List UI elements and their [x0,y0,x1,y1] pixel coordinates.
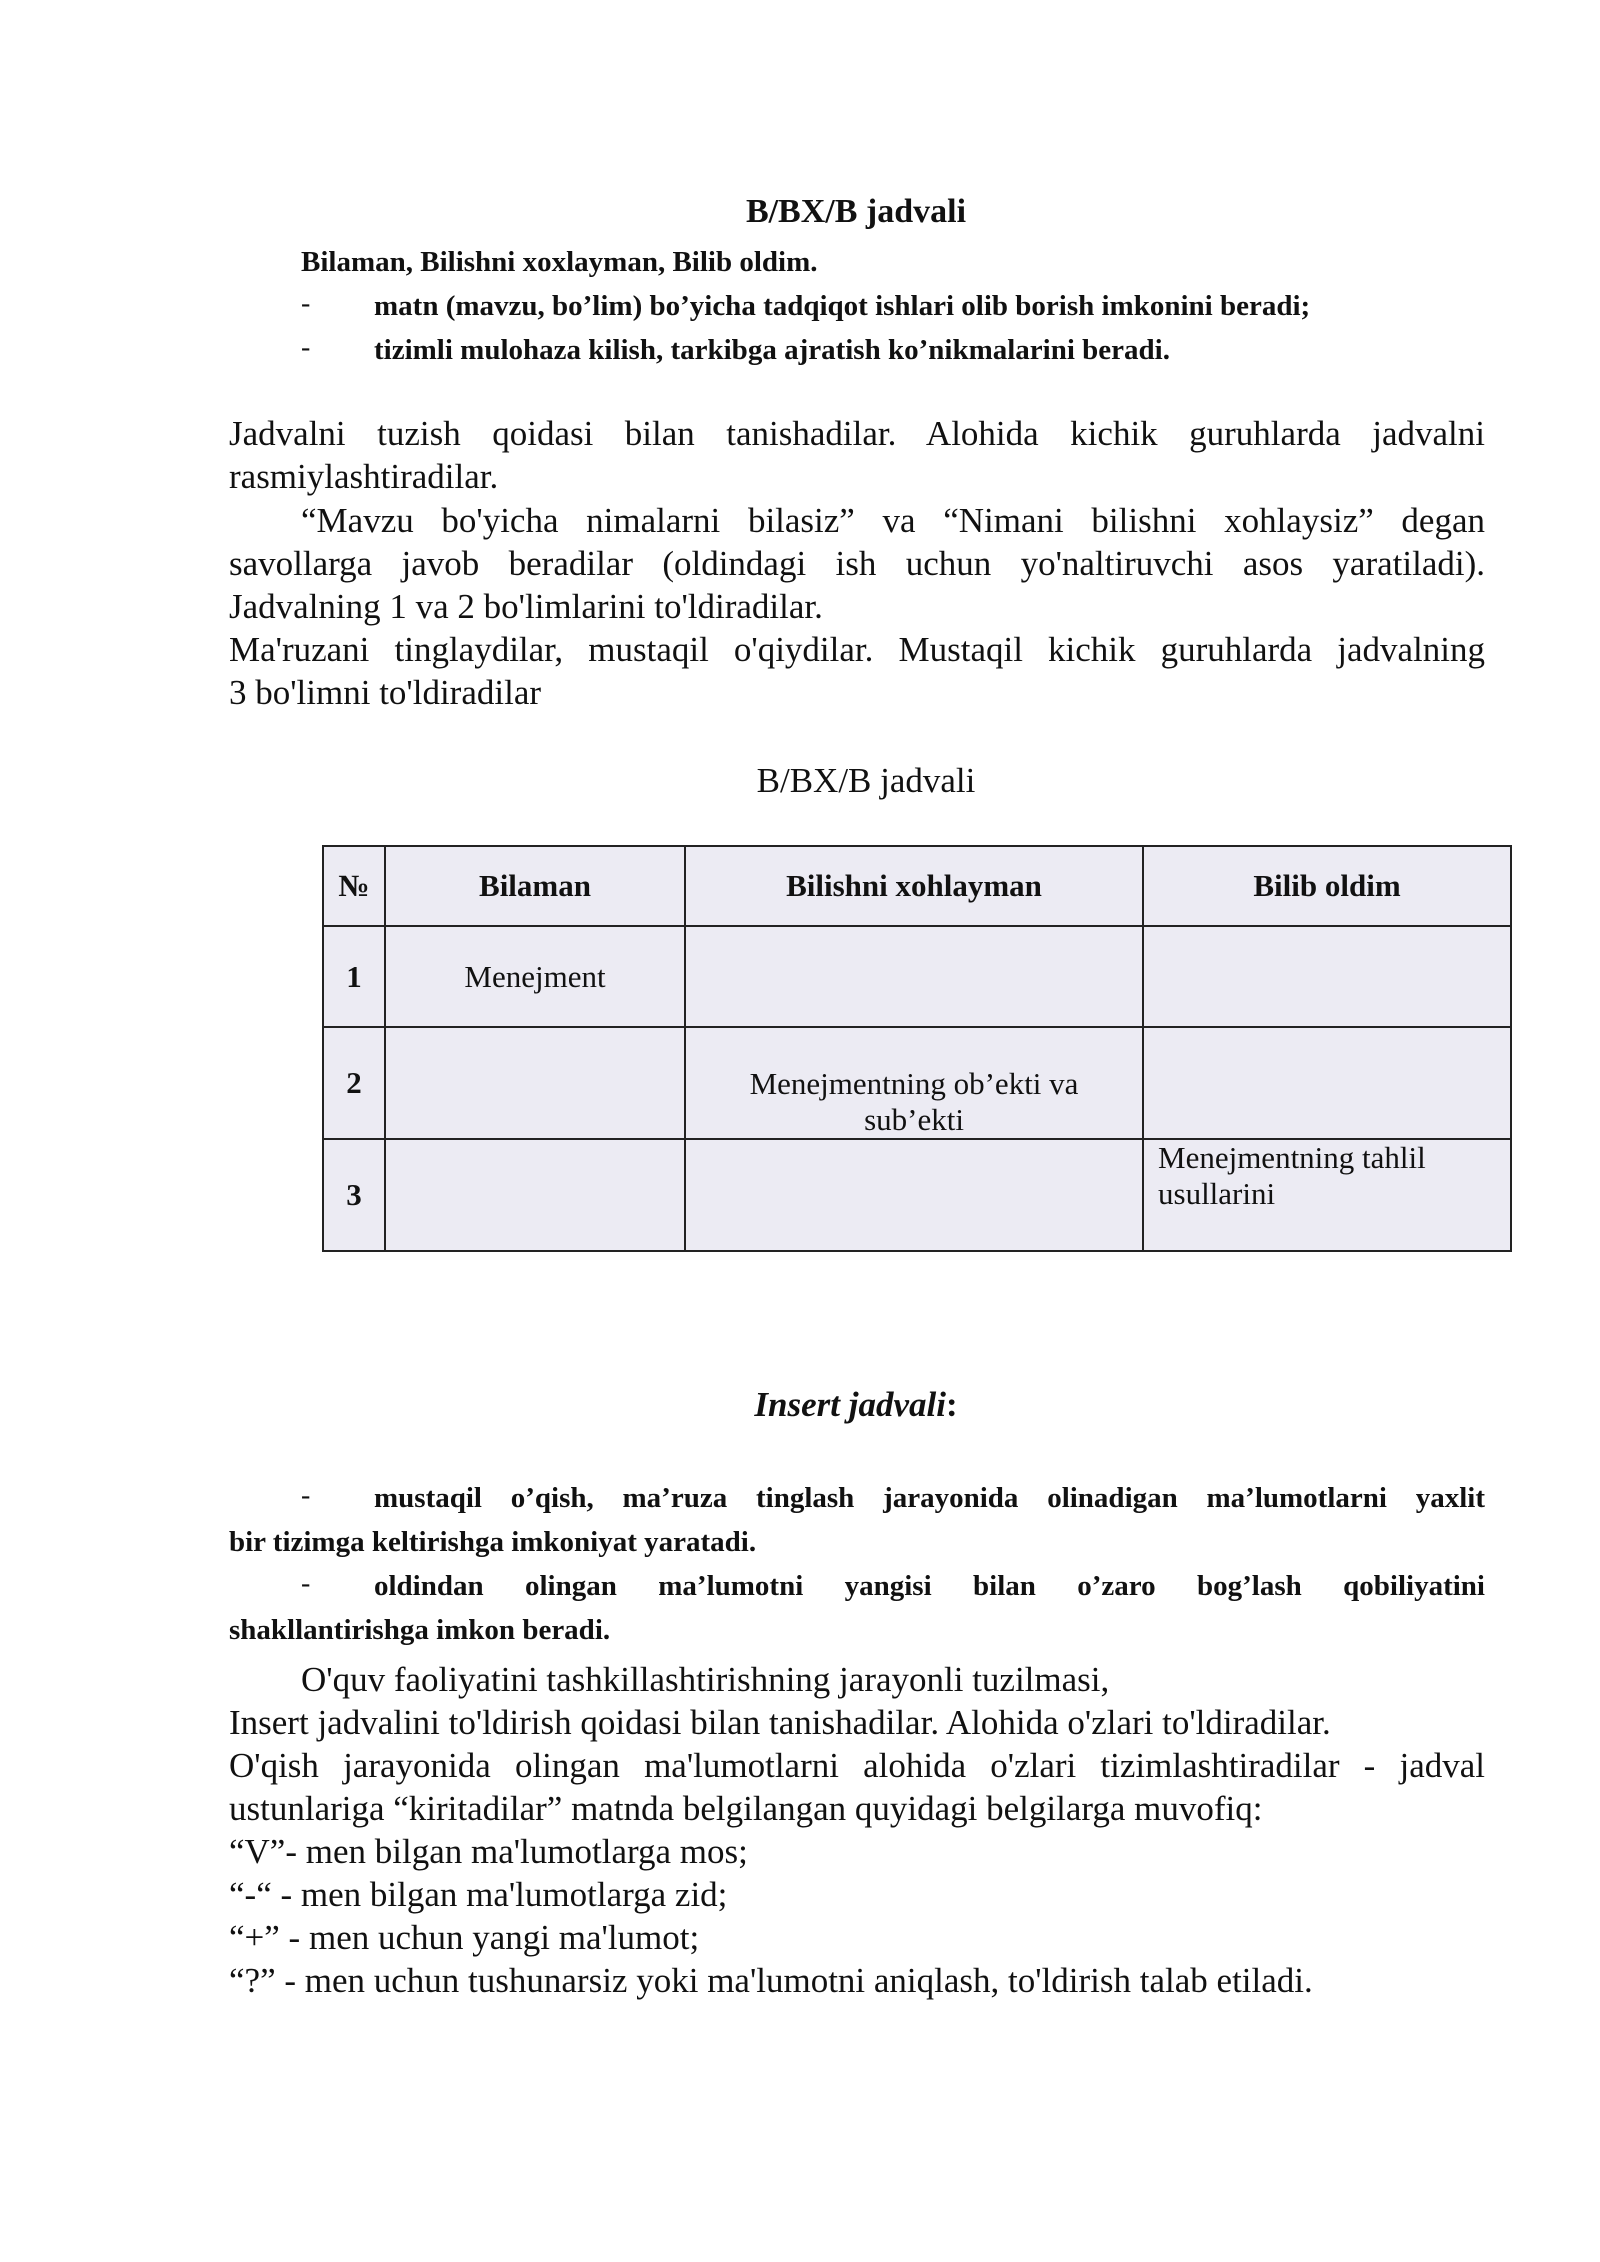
paragraph-line: rasmiylashtiradilar. [229,457,499,496]
header-bilaman: Bilaman [385,846,685,926]
cell-xohlayman [685,1139,1143,1251]
bullet-text: matn (mavzu, bo’lim) bo’yicha tadqiqot ishlari olib borish imkonini beradi; [374,290,1311,322]
bbxb-table [322,845,1512,1252]
bullet-dash: - [301,288,311,319]
paragraph-line: O'qish jarayonida olingan ma'lumotlarni alohida o'zlari tizimlashtiradilar - jadval [229,1746,1485,1785]
paragraph-line: O'quv faoliyatini tashkillashtirishning jarayonli tuzilmasi, [301,1660,1110,1699]
paragraph-line: 3 bo'limni to'ldiradilar [229,673,542,712]
list-item: “+” - men uchun yangi ma'lumot; [229,1918,700,1957]
bullet-text: mustaqil o’qish, ma’ruza tinglash jarayonida olinadigan ma’lumotlarni yaxlit [374,1482,1485,1514]
table-row [323,1027,1511,1139]
table-row [323,926,1511,1027]
list-item: “?” - men uchun tushunarsiz yoki ma'lumotni aniqlash, to'ldirish talab etiladi. [229,1961,1313,2000]
paragraph-line: ustunlariga “kiritadilar” matnda belgilangan quyidagi belgilarga muvofiq: [229,1789,1263,1828]
header-number: № [323,846,385,926]
cell-oldim [1143,1027,1511,1139]
cell-oldim [1143,1139,1511,1251]
bullet-dash: - [301,1480,311,1511]
table-row [323,1139,1511,1251]
cell-number: 2 [323,1027,385,1139]
bullet-text: tizimli mulohaza kilish, tarkibga ajratish ko’nikmalarini beradi. [374,334,1170,366]
section-title-bbxb: B/BX/B jadvali [745,193,967,230]
bullet-text: oldindan olingan ma’lumotni yangisi bilan o’zaro bog’lash qobiliyatini [374,1570,1485,1602]
paragraph-line: savollarga javob beradilar (oldindagi ish uchun yo'naltiruvchi asos yaratiladi). [229,544,1485,583]
section-subtitle: Bilaman, Bilishni xoxlayman, Bilib oldim. [301,246,818,278]
cell-line: sub’ekti [864,1102,964,1137]
cell-bilaman [385,1027,685,1139]
cell-xohlayman [685,1027,1143,1139]
cell-line: usullarini [1158,1176,1276,1211]
paragraph-line: Jadvalning 1 va 2 bo'limlarini to'ldiradilar. [229,587,823,626]
paragraph-line: “Mavzu bo'yicha nimalarni bilasiz” va “Nimani bilishni xohlaysiz” degan [301,501,1485,540]
insert-title-text: Insert jadvali [754,1385,946,1424]
list-item: “V”- men bilgan ma'lumotlarga mos; [229,1832,748,1871]
bullet-text: bir tizimga keltirishga imkoniyat yaratadi. [229,1526,757,1558]
insert-title-colon: : [945,1385,958,1424]
header-bilib-oldim: Bilib oldim [1143,846,1511,926]
paragraph-line: Insert jadvalini to'ldirish qoidasi bilan tanishadilar. Alohida o'zlari to'ldiradilar. [229,1703,1331,1742]
cell-bilaman [385,1139,685,1251]
cell-xohlayman [685,926,1143,1027]
cell-number: 1 [323,926,385,1027]
table-header-row [323,846,1511,926]
bullet-dash: - [301,332,311,363]
cell-oldim [1143,926,1511,1027]
header-bilishni-xohlayman: Bilishni xohlayman [685,846,1143,926]
table-caption: B/BX/B jadvali [756,761,976,800]
section-title-insert [0,1384,1600,1426]
list-item: “-“ - men bilgan ma'lumotlarga zid; [229,1875,728,1914]
cell-line: Menejmentning ob’ekti va [749,1066,1079,1101]
paragraph-line: Jadvalni tuzish qoidasi bilan tanishadilar. Alohida kichik guruhlarda jadvalni [229,414,1485,453]
bullet-text: shakllantirishga imkon beradi. [229,1614,611,1646]
cell-number: 3 [323,1139,385,1251]
cell-line: Menejmentning tahlil [1158,1140,1426,1175]
cell-bilaman: Menejment [385,926,685,1027]
paragraph-line: Ma'ruzani tinglaydilar, mustaqil o'qiydilar. Mustaqil kichik guruhlarda jadvalning [229,630,1485,669]
bullet-dash: - [301,1568,311,1599]
